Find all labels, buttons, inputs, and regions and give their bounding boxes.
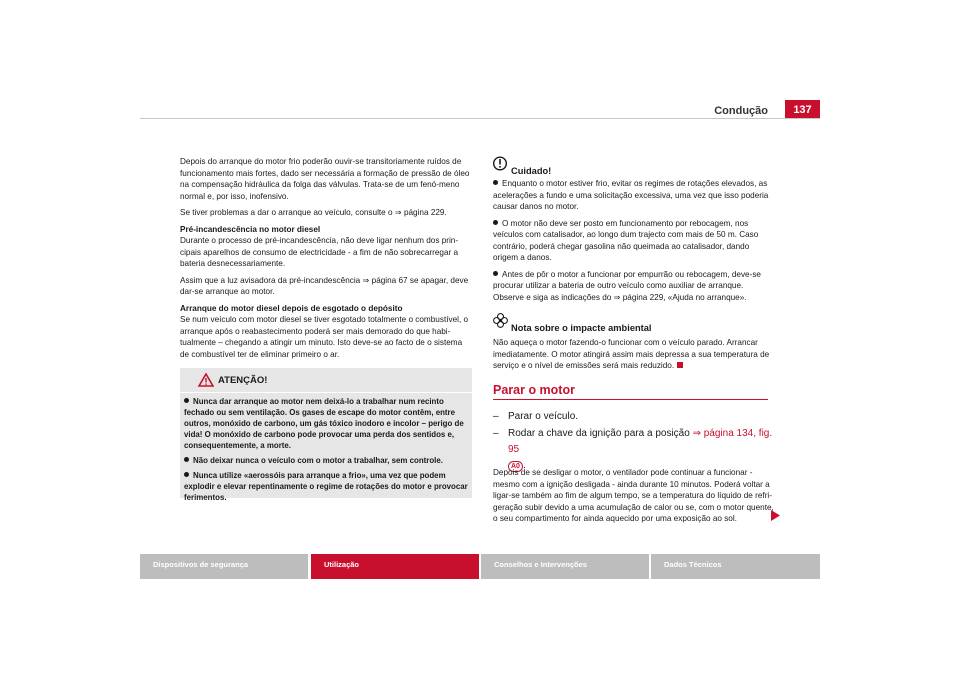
caution-header — [493, 156, 771, 178]
bullet-icon — [184, 457, 189, 462]
footer-tab-dados[interactable]: Dados Técnicos — [651, 554, 820, 579]
warning-item: Nunca dar arranque ao motor nem deixá-lo a trabalhar num recinto fechado ou sem ventilação. Os gases de escape do motor contêm, entre outros, monóxido de carbono, um gás tóxico inodoro e incolor – perigo de vida! O monóxido de carbono pode provocar uma perda dos sentidos e, consequentemente, a morte. — [184, 397, 464, 450]
warning-header — [180, 368, 472, 393]
environment-header — [493, 313, 771, 335]
caution-item: Enquanto o motor estiver frio, evitar os regimes de rotações elevados, as acelerações a fundo e uma solicitação excessiva, uma vez que isso poderia causar danos no motor. — [493, 179, 769, 211]
page-reference-link[interactable]: ⇒ página 134, fig. 95 — [508, 428, 773, 455]
warning-item: Nunca utilize «aerossóis para arranque a frio», uma vez que podem explodir e elevar repentinamente o regime de rotações do motor e provocar ferimentos. — [184, 471, 468, 502]
step-item: – Parar o veículo. — [493, 411, 579, 422]
paragraph: Assim que a luz avisadora da pré-incandescência ⇒ página 67 se apagar, deve dar-se arranque ao motor. — [180, 275, 469, 296]
bullet-icon — [184, 398, 189, 403]
paragraph: Se num veículo com motor diesel se tiver esgotado totalmente o combustível, o arranque após o reabastecimento poderá ser mais demorado do que habi-tualmente – chegando a atingir um minuto. Isto deve-se ao facto de o sistema de combustível ter de eliminar primeiro o ar. — [180, 315, 469, 359]
paragraph: Depois do arranque do motor frio poderão ouvir-se transitoriamente ruídos de funcionamento mais fortes, dado ser necessária a formação de pressão de óleo na compensação hidráulica da folga das válvulas. Trata-se de um fenó-meno normal e, por isso, inofensivo. — [180, 157, 470, 201]
step-item: – Rodar a chave da ignição para a posição ⇒ página 134, fig. 95 A0 . — [493, 428, 773, 471]
section-divider — [493, 399, 768, 400]
page-header-title: Condução — [714, 105, 768, 117]
caution-item: O motor não deve ser posto em funcionamento por rebocagem, nos veículos com catalisador, ao longo dum trajecto com mais de 50 m. Caso contrário, poderá chegar gasolina não queimada ao catalisador, dando origem a danos. — [493, 218, 759, 262]
bullet-icon — [184, 472, 189, 477]
warning-title: ATENÇÃO! — [218, 375, 268, 386]
end-of-section-icon — [677, 362, 683, 368]
left-column — [180, 156, 472, 365]
subheading: Pré-incandescência no motor diesel — [180, 224, 321, 234]
caution-title: Cuidado! — [511, 166, 552, 176]
right-column — [493, 156, 771, 372]
subheading: Arranque do motor diesel depois de esgotado o depósito — [180, 303, 403, 313]
paragraph: Se tiver problemas a dar o arranque ao veículo, consulte o ⇒ página 229. — [180, 208, 447, 217]
bullet-icon — [493, 220, 498, 225]
footer-nav — [140, 554, 820, 579]
header-divider — [140, 118, 820, 119]
position-badge: A0 — [508, 461, 523, 472]
caution-icon — [493, 156, 507, 171]
environment-text: Não aqueça o motor fazendo-o funcionar com o veículo parado. Arrancar imediatamente. O motor atingirá assim mais depressa a sua temperatura de serviço e o nível de emissões será mais reduzido. — [493, 338, 770, 370]
paragraph: Depois de se desligar o motor, o ventilador pode continuar a funcionar - mesmo com a ignição desligada - ainda durante 10 minutos. Poderá voltar a ligar-se também ao fim de algum tempo, se a temperatura do líquido de refri-geração subir devido a uma acumulação de calor ou se, com o motor quente, o seu compartimento for ainda aquecido por uma exposição ao sol. — [493, 468, 774, 523]
warning-triangle-icon — [198, 373, 214, 387]
paragraph: Durante o processo de pré-incandescência, não deve ligar nenhum dos prin-cipais aparelhos de consumo de electricidade - a fim de não sobrecarregar a bateria desnecessariamente. — [180, 236, 459, 268]
section-title: Parar o motor — [493, 383, 575, 397]
bullet-icon — [493, 180, 498, 185]
footer-tab-dispositivos[interactable]: Dispositivos de segurança — [140, 554, 308, 579]
environment-title: Nota sobre o impacte ambiental — [511, 323, 652, 333]
bullet-icon — [493, 271, 498, 276]
caution-item: Antes de pôr o motor a funcionar por empurrão ou rebocagem, deve-se procurar utilizar a bateria de outro veículo como auxiliar de arranque. Observe e siga as indicações do ⇒ página 229, «Ajuda no arranque». — [493, 269, 761, 302]
flower-icon — [493, 313, 508, 328]
page-number: 137 — [785, 100, 820, 119]
environment-note — [493, 313, 771, 372]
step-list — [493, 409, 778, 475]
footer-tab-utilizacao[interactable]: Utilização — [311, 554, 479, 579]
footer-tab-conselhos[interactable]: Conselhos e Intervenções — [481, 554, 649, 579]
warning-item: Não deixar nunca o veículo com o motor a trabalhar, sem controle. — [184, 455, 468, 466]
next-page-arrow-icon[interactable] — [771, 510, 780, 521]
warning-box — [180, 368, 472, 502]
